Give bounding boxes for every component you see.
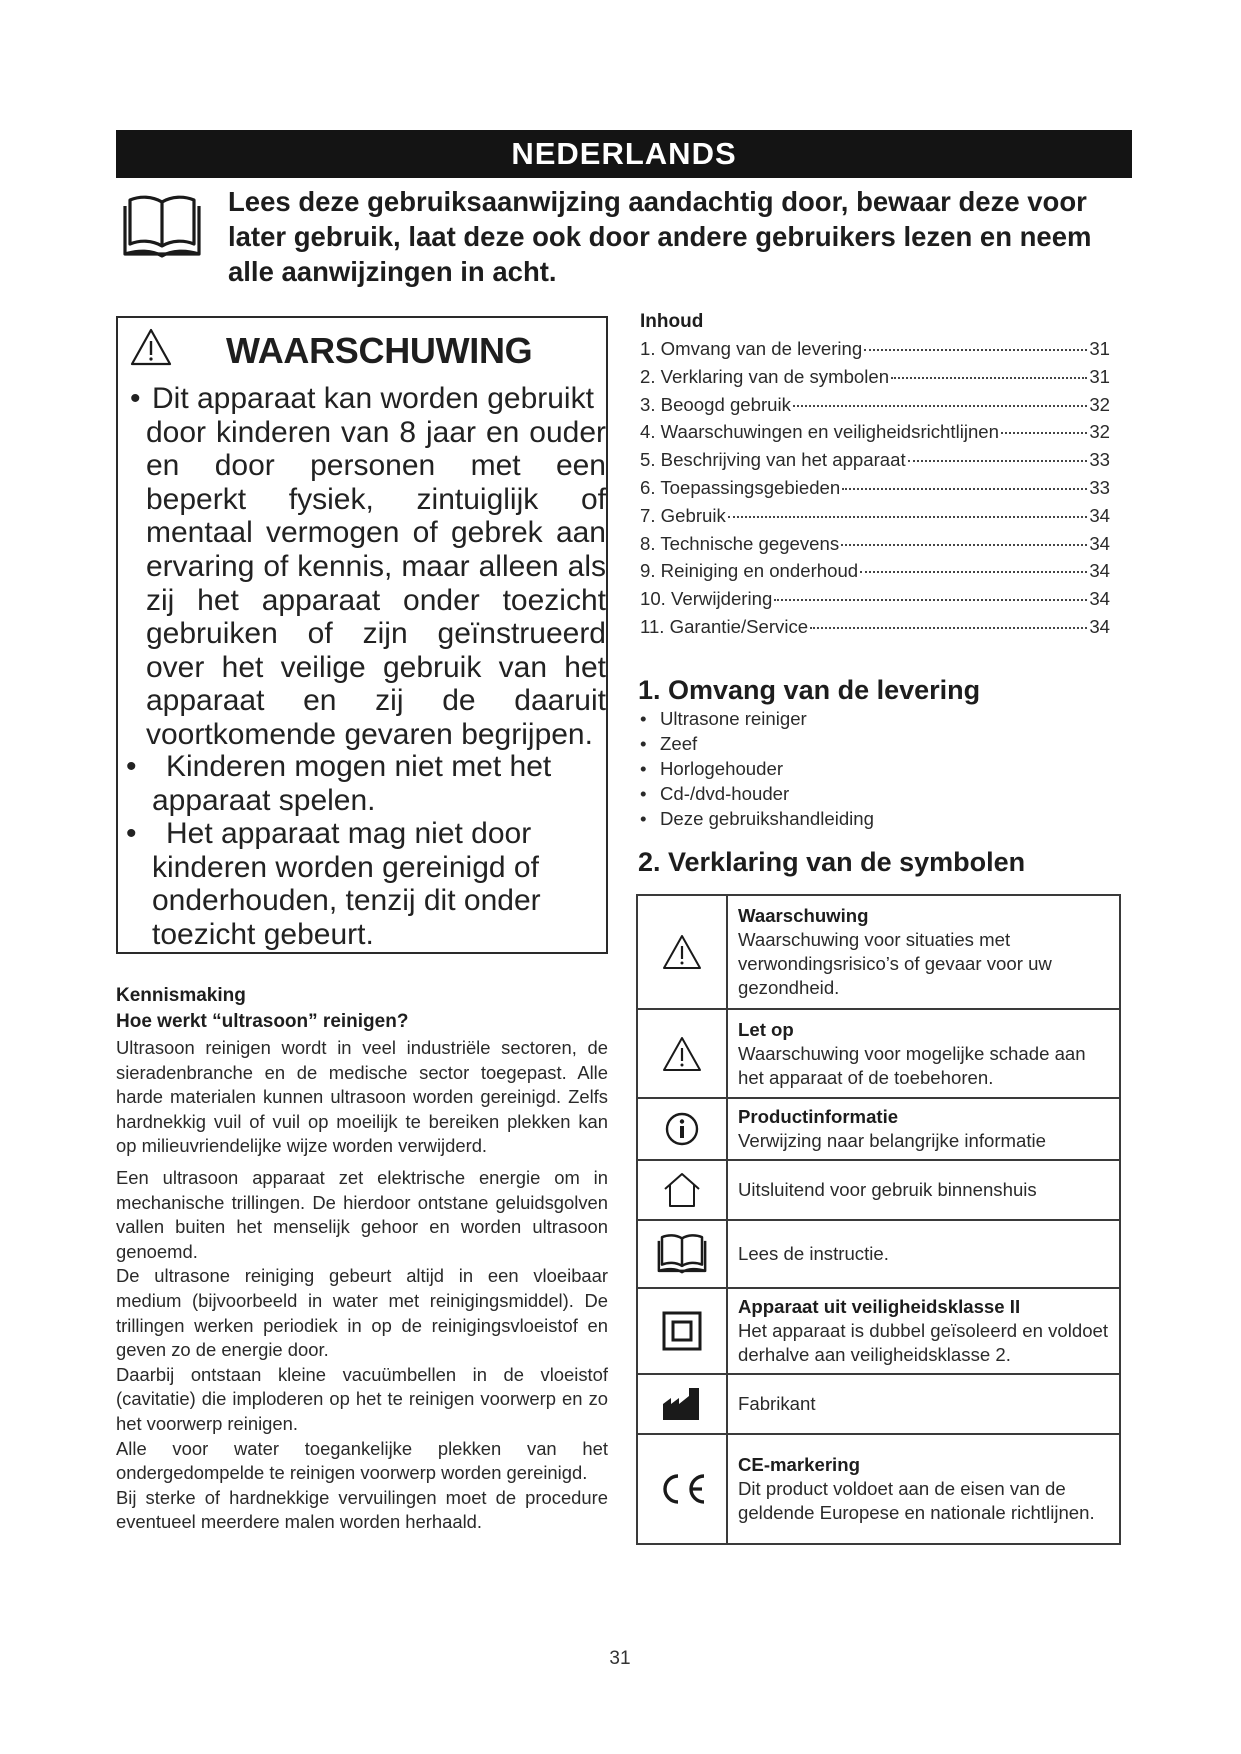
class-ii-icon [662,1311,702,1351]
warning-item-1 [130,382,606,752]
symbol-description: Het apparaat is dubbel geïsoleerd en voldoet derhalve aan veiligheidsklasse 2. [738,1320,1109,1365]
table-row [637,1098,1120,1160]
intro-heading: Kennismaking [116,985,246,1006]
toc-item[interactable]: 6. Toepassingsgebieden 33 [640,476,1110,498]
paragraph: Bij sterke of hardnekkige vervuilingen moet de procedure eventueel meerdere malen worden herhaald. [116,1486,608,1533]
paragraph: Alle voor water toegankelijke plekken van het ondergedompelde te reinigen voorwerp worden gereinigd. [116,1437,608,1484]
toc-item[interactable]: 10. Verwijdering 34 [640,588,1110,610]
warning-title: WAARSCHUWING [226,330,533,371]
symbol-description: Fabrikant [738,1393,816,1414]
symbol-title: CE-markering [738,1454,860,1475]
symbol-description: Dit product voldoet aan de eisen van de geldende Europese en nationale richtlijnen. [738,1478,1095,1523]
manufacturer-icon [661,1386,703,1422]
bullet: • [126,750,137,783]
toc-item[interactable]: 1. Omvang van de levering 31 [640,338,1110,359]
symbol-title: Apparaat uit veiligheidsklasse II [738,1296,1021,1317]
house-icon [662,1171,702,1209]
book-icon [657,1232,707,1276]
page-number: 31 [609,1648,631,1669]
warning-item-2 [126,750,622,817]
paragraph: De ultrasone reiniging gebeurt altijd in een vloeibaar medium (bijvoorbeeld in water met reinigingsmiddel). De trillingen werken periodiek in op de reinigingsvloeistof en geven zo de energie door. [116,1265,608,1361]
paragraph: Ultrasoon reinigen wordt in veel industriële sectoren, de sieradenbranche en de medische sector toegepast. Alle harde materialen kunnen ultrasoon worden gereinigd. Zelfs hardnekkig vuil of vuil op moeilijk te bereiken plekken kan op milieuvriendelijke wijze worden verwijderd. [116,1037,608,1157]
symbol-description: Waarschuwing voor situaties met verwondingsrisico’s of gevaar voor uw gezondheid. [738,929,1052,998]
warning-item-3-rest: kinderen worden gereinigd of onderhouden, tenzij dit onder toezicht gebeurt. [152,850,541,951]
caution-triangle-icon [662,1036,702,1072]
bullet: • [130,382,141,415]
warning-item-2-first: Kinderen mogen niet met het [166,750,552,783]
section-heading-symbols: 2. Verklaring van de symbolen [638,847,1026,877]
symbol-description: Uitsluitend voor gebruik binnenshuis [738,1179,1037,1200]
toc-item[interactable]: 8. Technische gegevens 34 [640,532,1110,554]
warning-item-3 [126,817,622,951]
table-row [637,895,1120,1009]
list-item: • Zeef [640,731,874,756]
intro-text: Lees deze gebruiksaanwijzing aandachtig door, bewaar deze voor later gebruik, laat deze ook door andere gebruikers lezen en neem alle aanwijzingen in acht. [228,186,1092,287]
table-row [637,1009,1120,1098]
warning-item-1-rest: door kinderen van 8 jaar en ouder en door personen met een beperkt fysiek, zintuiglijk of mentaal vermogen of gebrek aan ervaring of kennis, maar alleen als zij het apparaat onder toezicht gebruiken of zijn geïnstrueerd over het veilige gebruik van het apparaat en zij de daaruit voortkomende gevaren begrijpen. [146,415,606,751]
toc-item[interactable]: 5. Beschrijving van het apparaat 33 [640,449,1110,471]
table-row [637,1160,1120,1220]
list-item: • Deze gebruikshandleiding [640,806,874,831]
symbols-table [636,894,1121,1545]
language-header: NEDERLANDS [116,130,1132,178]
warning-item-2-rest: apparaat spelen. [152,783,376,817]
list-item: • Horlogehouder [640,756,874,781]
symbol-title: Productinformatie [738,1106,899,1127]
symbol-description: Verwijzing naar belangrijke informatie [738,1130,1046,1151]
toc-item[interactable]: 2. Verklaring van de symbolen 31 [640,365,1110,387]
info-icon [664,1111,700,1147]
delivery-list [640,706,874,831]
ce-mark-icon [656,1471,708,1507]
toc-item[interactable]: 11. Garantie/Service 34 [640,615,1110,637]
warning-item-3-first: Het apparaat mag niet door [166,817,532,850]
toc-item[interactable]: 9. Reiniging en onderhoud 34 [640,560,1110,582]
toc-item[interactable]: 3. Beoogd gebruik 32 [640,393,1110,415]
toc-item[interactable]: 4. Waarschuwingen en veiligheidsrichtlijnen 32 [640,421,1110,443]
intro-question: Hoe werkt “ultrasoon” reinigen? [116,1011,409,1032]
toc-item[interactable]: 7. Gebruik 34 [640,504,1110,526]
book-icon [122,192,202,262]
list-item: • Ultrasone reiniger [640,706,874,731]
paragraph: Een ultrasoon apparaat zet elektrische energie om in mechanische trillingen. De hierdoor ontstane geluidsgolven vallen buiten het menselijk gehoor en worden ultrasoon genoemd. [116,1167,608,1262]
toc-heading: Inhoud [640,311,704,332]
table-row [637,1374,1120,1434]
symbol-title: Waarschuwing [738,905,869,926]
warning-item-1-first: Dit apparaat kan worden gebruikt [152,382,594,415]
table-of-contents [640,338,1110,644]
warning-triangle-icon [130,328,172,366]
paragraph: Daarbij ontstaan kleine vacuümbellen in de vloeistof (cavitatie) die imploderen op het te reinigen voorwerp en zo het voorwerp reinigen. [116,1363,608,1434]
table-row [637,1288,1120,1374]
symbol-description: Waarschuwing voor mogelijke schade aan het apparaat of de toebehoren. [738,1042,1086,1088]
section-heading-delivery: 1. Omvang van de levering [638,675,981,705]
paragraph-group [116,1166,608,1535]
warning-triangle-icon [662,934,702,970]
table-row [637,1434,1120,1544]
table-row [637,1220,1120,1288]
symbol-description: Lees de instructie. [738,1243,889,1264]
bullet: • [126,817,137,850]
symbol-title: Let op [738,1018,794,1040]
list-item: • Cd-/dvd-houder [640,781,874,806]
